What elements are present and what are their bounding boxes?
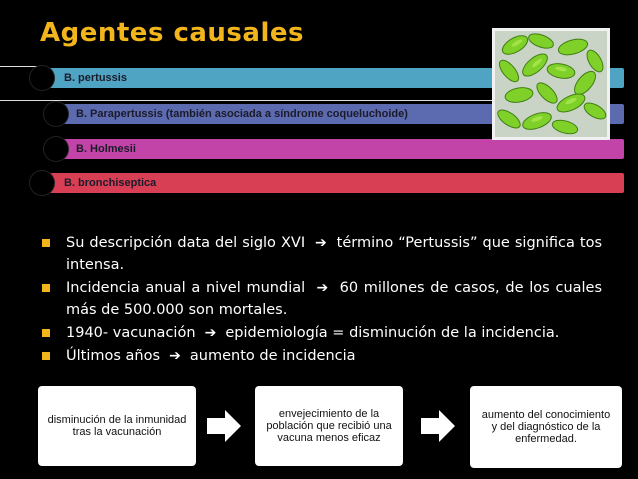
right-arrow-icon: ➔ <box>310 280 334 296</box>
slide-title: Agentes causales <box>40 18 304 48</box>
bullet-square-icon <box>42 284 50 292</box>
agent-label: B. pertussis <box>64 72 127 84</box>
bullet-circle <box>30 171 54 195</box>
agent-bar-bronchiseptica <box>40 173 624 193</box>
bullet-circle <box>44 137 68 161</box>
bullet-item: 1940- vacunación ➔ epidemiología = disminución de la incidencia. <box>40 322 602 344</box>
agent-label: B. Holmesii <box>76 143 136 155</box>
bacteria-micrograph-icon <box>492 28 610 140</box>
agent-label: B. bronchiseptica <box>64 177 157 189</box>
agent-bar-holmesii <box>54 139 624 159</box>
bullet-item: Su descripción data del siglo XVI ➔ término “Pertussis” que significa tos intensa. <box>40 232 602 276</box>
divider-line <box>0 100 540 101</box>
right-arrow-icon: ➔ <box>200 325 221 341</box>
flow-box-aging: envejecimiento de la población que recibió una vacuna menos eficaz <box>255 386 403 466</box>
bullet-square-icon <box>42 239 50 247</box>
bullet-list <box>40 232 602 368</box>
flow-arrow-icon <box>207 408 243 444</box>
bullet-item: Incidencia anual a nivel mundial ➔ 60 millones de casos, de los cuales más de 500.000 son mortales. <box>40 277 602 321</box>
agent-label: B. Parapertussis (también asociada a síndrome coqueluchoide) <box>76 108 408 120</box>
bullet-square-icon <box>42 352 50 360</box>
bullet-circle <box>30 66 54 90</box>
right-arrow-icon: ➔ <box>310 235 332 251</box>
right-arrow-icon: ➔ <box>164 348 186 364</box>
bullet-circle <box>44 102 68 126</box>
flow-arrow-icon <box>421 408 457 444</box>
flow-box-immunity: disminución de la inmunidad tras la vacunación <box>38 386 196 466</box>
bullet-item: Últimos años ➔ aumento de incidencia <box>40 345 602 367</box>
divider-line <box>0 66 40 67</box>
flow-box-diagnosis: aumento del conocimiento y del diagnóstico de la enfermedad. <box>470 386 622 468</box>
bullet-square-icon <box>42 329 50 337</box>
